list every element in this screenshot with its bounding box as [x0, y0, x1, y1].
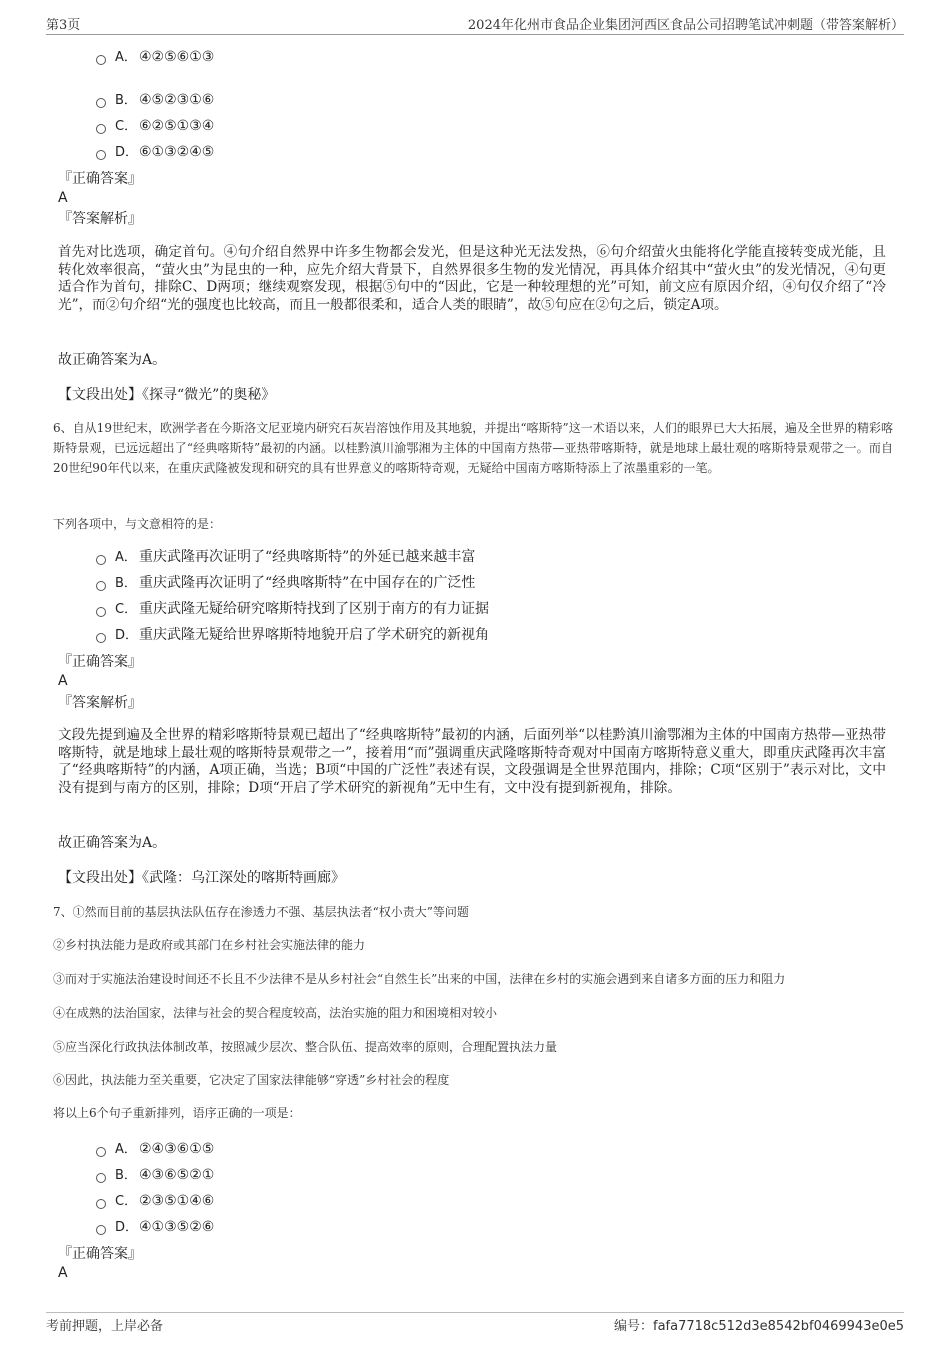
page-header	[46, 14, 904, 35]
q7-sentence-6: ⑥因此，执法能力至关重要，它决定了国家法律能够“穿透”乡村社会的程度	[53, 1073, 450, 1087]
q6-correct-answer: A	[58, 673, 68, 689]
q5-option-d[interactable]: D．⑥①③②④⑤	[96, 143, 214, 161]
radio-icon[interactable]	[96, 1173, 106, 1183]
radio-icon[interactable]	[96, 55, 106, 65]
q5-option-c[interactable]: C． ⑥②⑤①③④	[96, 117, 214, 135]
radio-icon[interactable]	[96, 1147, 106, 1157]
q7-sentence-2: ②乡村执法能力是政府或其部门在乡村社会实施法律的能力	[53, 938, 366, 952]
q7-sentence-5: ⑤应当深化行政执法体制改革，按照减少层次、整合队伍、提高效率的原则，合理配置执法力量	[53, 1040, 558, 1054]
q7-option-b[interactable]: B． ④③⑥⑤②①	[96, 1166, 214, 1184]
q7-correct-label: 『正确答案』	[58, 1246, 142, 1262]
document-title: 2024年化州市食品企业集团河西区食品公司招聘笔试冲刺题（带答案解析）	[467, 18, 904, 33]
q7-question: 将以上6个句子重新排列，语序正确的一项是：	[53, 1106, 301, 1120]
footer-slogan: 考前押题，上岸必备	[46, 1319, 164, 1334]
q5-analysis-label: 『答案解析』	[58, 211, 142, 227]
q5-conclusion: 故正确答案为A。	[58, 352, 167, 368]
q5-option-a[interactable]: A． ④②⑤⑥①③	[96, 48, 214, 66]
q7-sentence-4: ④在成熟的法治国家，法律与社会的契合程度较高，法治实施的阻力和困境相对较小	[53, 1006, 498, 1020]
radio-icon[interactable]	[96, 607, 106, 617]
q7-sentence-3: ③而对于实施法治建设时间还不长且不少法律不是从乡村社会“自然生长”出来的中国，法律在乡村的实施会遇到来自诸多方面的压力和阻力	[53, 972, 786, 986]
page-footer	[46, 1312, 904, 1334]
radio-icon[interactable]	[96, 555, 106, 565]
q5-source: 【文段出处】《探寻“微光”的奥秘》	[58, 387, 276, 403]
q6-source: 【文段出处】《武隆：乌江深处的喀斯特画廊》	[58, 870, 345, 886]
q7-sentence-1: 7、①然而目前的基层执法队伍存在渗透力不强、基层执法者“权小责大”等问题	[53, 905, 469, 919]
q7-option-c[interactable]: C． ②③⑤①④⑥	[96, 1192, 214, 1210]
q6-option-b[interactable]: B． 重庆武隆再次证明了“经典喀斯特”在中国存在的广泛性	[96, 574, 475, 592]
radio-icon[interactable]	[96, 581, 106, 591]
q7-correct-answer: A	[58, 1265, 68, 1281]
q6-analysis: 文段先提到遍及全世界的精彩喀斯特景观已超出了“经典喀斯特”最初的内涵，后面列举“以桂黔滇川渝鄂湘为主体的中国南方热带—亚热带喀斯特，就是地球上最壮观的喀斯特景观带之一”，接着用“而”强调重庆武隆喀斯特奇观对中国南方喀斯特意义重大，即重庆武隆再次丰富了“经典喀斯特”的内涵，A项正确，当选；B项“中国的广泛性”表述有误，文段强调是全世界范围内，排除；C项“区别于”表示对比，文中没有提到与南方的区别，排除；D项“开启了学术研究的新视角”无中生有，文中没有提到新视角，排除。	[58, 727, 886, 796]
q7-option-d[interactable]: D．④①③⑤②⑥	[96, 1218, 214, 1236]
q6-option-a[interactable]: A． 重庆武隆再次证明了“经典喀斯特”的外延已越来越丰富	[96, 548, 475, 566]
q7-option-a[interactable]: A． ②④③⑥①⑤	[96, 1140, 214, 1158]
page-number: 第3页	[46, 18, 81, 33]
radio-icon[interactable]	[96, 150, 106, 160]
q6-correct-label: 『正确答案』	[58, 654, 142, 670]
radio-icon[interactable]	[96, 98, 106, 108]
q6-stem: 6、自从19世纪末，欧洲学者在今斯洛文尼亚境内研究石灰岩溶蚀作用及其地貌，并提出“喀斯特”这一术语以来，人们的眼界已大大拓展，遍及全世界的精彩喀斯特景观，已远远超出了“经典喀斯特”最初的内涵。以桂黔滇川渝鄂湘为主体的中国南方热带—亚热带喀斯特，就是地球上最壮观的喀斯特景观带之一。而自20世纪90年代以来，在重庆武隆被发现和研究的具有世界意义的喀斯特奇观，无疑给中国南方喀斯特添上了浓墨重彩的一笔。	[53, 421, 893, 475]
radio-icon[interactable]	[96, 633, 106, 643]
q6-analysis-label: 『答案解析』	[58, 695, 142, 711]
radio-icon[interactable]	[96, 124, 106, 134]
q6-conclusion: 故正确答案为A。	[58, 835, 167, 851]
document-id: 编号：fafa7718c512d3e8542bf0469943e0e5	[614, 1319, 904, 1334]
q5-correct-answer: A	[58, 190, 68, 206]
radio-icon[interactable]	[96, 1225, 106, 1235]
radio-icon[interactable]	[96, 1199, 106, 1209]
q5-analysis: 首先对比选项，确定首句。④句介绍自然界中许多生物都会发光，但是这种光无法发热，⑥句介绍萤火虫能将化学能直接转变成光能，且转化效率很高，“萤火虫”为昆虫的一种，应先介绍大背景下，自然界很多生物的发光情况，再具体介绍其中“萤火虫”的发光情况，④句更适合作为首句，排除C、D两项；继续观察发现，根据⑤句中的“因此，它是一种较理想的光”可知，前文应有原因介绍，④句仅介绍了“冷光”，而②句介绍“光的强度也比较高，而且一般都很柔和，适合人类的眼睛”，故⑤句应在②句之后，锁定A项。	[58, 244, 886, 313]
q6-question: 下列各项中，与文意相符的是：	[53, 517, 222, 531]
q5-option-b[interactable]: B． ④⑤②③①⑥	[96, 91, 214, 109]
q5-correct-label: 『正确答案』	[58, 171, 142, 187]
q6-option-c[interactable]: C． 重庆武隆无疑给研究喀斯特找到了区别于南方的有力证据	[96, 600, 489, 618]
q6-option-d[interactable]: D．重庆武隆无疑给世界喀斯特地貌开启了学术研究的新视角	[96, 626, 489, 644]
